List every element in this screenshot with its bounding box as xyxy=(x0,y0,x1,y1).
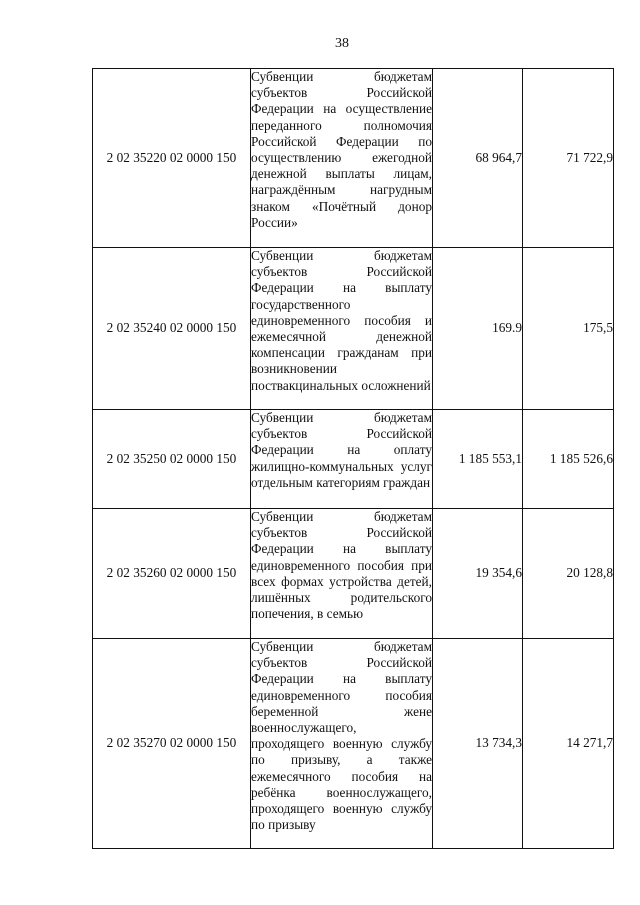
table-row xyxy=(93,639,614,849)
description-cell: Субвенции бюджетам субъектов Российской Федерации на выплату единовременного пособия при всех формах устройства детей, лишённых родительского попечения, в семью xyxy=(251,509,433,639)
value-1-cell: 68 964,7 xyxy=(433,69,523,248)
value-1-cell: 13 734,3 xyxy=(433,639,523,849)
description-cell: Субвенции бюджетам субъектов Российской Федерации на осуществление переданного полномочия Российской Федерации по осуществлению ежегодной денежной выплаты лицам, награждённым нагрудным знаком «Почётный донор России» xyxy=(251,69,433,248)
value-2-cell: 175,5 xyxy=(523,248,614,410)
table-row xyxy=(93,410,614,509)
description-cell: Субвенции бюджетам субъектов Российской Федерации на выплату единовременного пособия беременной жене военнослужащего, проходящего военную службу по призыву, а также ежемесячного пособия на ребёнка военнослужащего, проходящего военную службу по призыву xyxy=(251,639,433,849)
description-cell: Субвенции бюджетам субъектов Российской Федерации на выплату государственного единовременного пособия и ежемесячной денежной компенсации гражданам при возникновении поствакцинальных осложнений xyxy=(251,248,433,410)
value-2-cell: 1 185 526,6 xyxy=(523,410,614,509)
value-2-cell: 14 271,7 xyxy=(523,639,614,849)
budget-code-cell: 2 02 35220 02 0000 150 xyxy=(93,69,251,248)
table-row xyxy=(93,248,614,410)
table-row xyxy=(93,509,614,639)
budget-code-cell: 2 02 35260 02 0000 150 xyxy=(93,509,251,639)
description-cell: Субвенции бюджетам субъектов Российской Федерации на оплату жилищно-коммунальных услуг отдельным категориям граждан xyxy=(251,410,433,509)
page-number: 38 xyxy=(335,36,349,51)
value-1-cell: 1 185 553,1 xyxy=(433,410,523,509)
budget-code-cell: 2 02 35270 02 0000 150 xyxy=(93,639,251,849)
budget-table xyxy=(92,68,614,849)
value-1-cell: 169.9 xyxy=(433,248,523,410)
table-row xyxy=(93,69,614,248)
budget-code-cell: 2 02 35250 02 0000 150 xyxy=(93,410,251,509)
value-2-cell: 71 722,9 xyxy=(523,69,614,248)
value-1-cell: 19 354,6 xyxy=(433,509,523,639)
budget-code-cell: 2 02 35240 02 0000 150 xyxy=(93,248,251,410)
value-2-cell: 20 128,8 xyxy=(523,509,614,639)
